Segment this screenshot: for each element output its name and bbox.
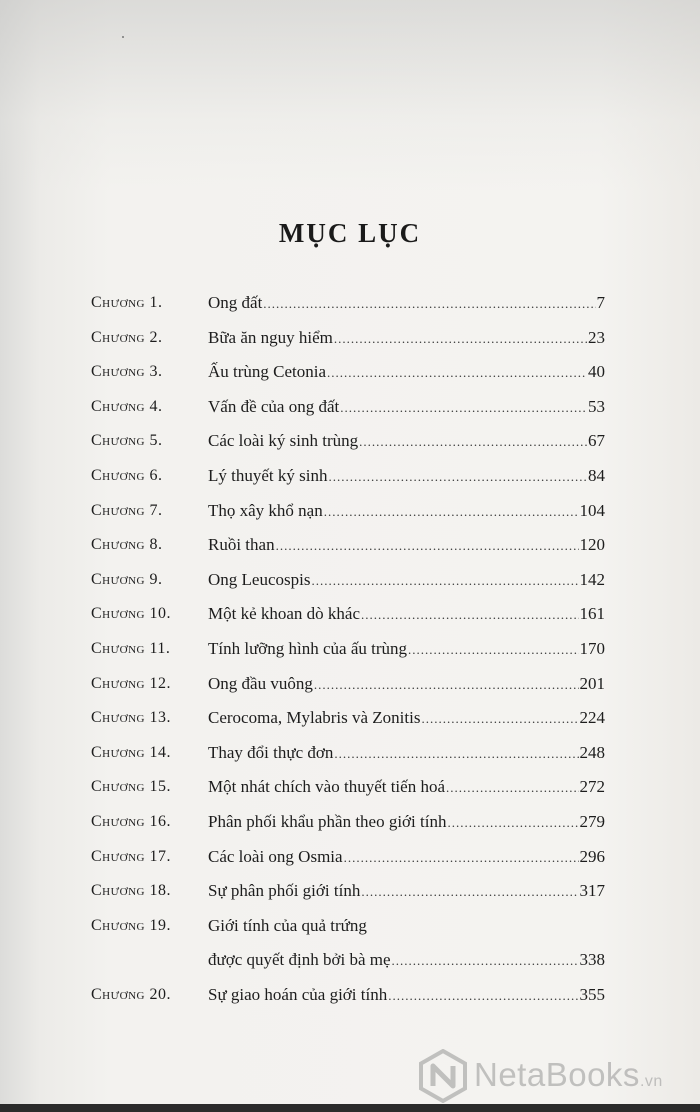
chapter-label: Chương 2. — [91, 328, 163, 346]
page-shadow — [0, 0, 700, 190]
toc-entry — [91, 909, 605, 978]
chapter-title: Ong Leucospis — [208, 569, 311, 589]
toc-entry — [91, 805, 605, 840]
chapter-label: Chương 3. — [91, 363, 163, 381]
dot-leader — [263, 287, 595, 322]
chapter-label: Chương 15. — [91, 778, 171, 796]
chapter-label: Chương 7. — [91, 501, 163, 519]
chapter-title: Ong đầu vuông — [208, 673, 313, 693]
netabooks-logo-icon — [418, 1049, 468, 1103]
dot-leader — [361, 598, 578, 633]
chapter-title: Thọ xây khổ nạn — [208, 500, 323, 520]
chapter-title: Lý thuyết ký sinh — [208, 465, 328, 485]
dot-leader — [324, 495, 579, 530]
page-number: 224 — [579, 708, 605, 728]
chapter-title: Vấn đề của ong đất — [208, 396, 340, 416]
watermark-text — [474, 1056, 663, 1094]
toc-entry — [91, 459, 605, 494]
dot-leader — [328, 460, 587, 495]
dot-leader — [392, 944, 579, 979]
page-number: 201 — [579, 673, 605, 693]
page-number: 53 — [588, 396, 605, 416]
watermark-brand: NetaBooks — [474, 1056, 640, 1093]
toc-entry — [91, 632, 605, 667]
watermark — [418, 1046, 700, 1106]
toc-entry — [91, 528, 605, 563]
chapter-title: Sự giao hoán của giới tính — [208, 984, 388, 1004]
dot-leader — [311, 564, 578, 599]
page-number: 279 — [579, 811, 605, 831]
chapter-title: Ấu trùng Cetonia — [208, 362, 327, 382]
page-number: 317 — [579, 881, 605, 901]
chapter-title: được quyết định bởi bà mẹ — [208, 950, 391, 970]
toc-entry — [91, 770, 605, 805]
entry-line — [208, 286, 605, 322]
chapter-label: Chương 19. — [91, 916, 171, 934]
dot-leader — [359, 425, 587, 460]
page-number: 23 — [588, 327, 605, 347]
chapter-title: Ruồi than — [208, 535, 275, 555]
page-title: MỤC LỤC — [278, 218, 422, 249]
chapter-title: Các loài ong Osmia — [208, 846, 343, 866]
chapter-label: Chương 20. — [91, 985, 171, 1003]
entry-line — [208, 770, 605, 806]
entry-line — [208, 355, 605, 391]
chapter-title: Tính lưỡng hình của ấu trùng — [208, 638, 408, 658]
chapter-label: Chương 1. — [91, 294, 163, 311]
page-number: 338 — [579, 950, 605, 970]
chapter-label: Chương 4. — [91, 397, 163, 415]
toc-entry — [91, 563, 605, 598]
toc-entry — [91, 736, 605, 771]
chapter-title: Giới tính của quả trứng — [208, 915, 367, 935]
chapter-label: Chương 13. — [91, 709, 171, 727]
entry-line — [208, 736, 605, 772]
toc-entry — [91, 874, 605, 909]
chapter-label: Chương 5. — [91, 432, 163, 450]
chapter-title: Các loài ký sinh trùng — [208, 431, 359, 451]
page-number: 40 — [588, 362, 605, 382]
toc-entry — [91, 424, 605, 459]
toc-entry — [91, 321, 605, 356]
chapter-label: Chương 10. — [91, 605, 171, 623]
page-number: 104 — [579, 500, 605, 520]
chapter-label: Chương 16. — [91, 812, 171, 830]
page-number: 142 — [579, 569, 605, 589]
entry-line — [208, 459, 605, 495]
entry-line — [208, 909, 605, 944]
page-number: 84 — [588, 465, 605, 485]
dot-leader — [276, 529, 579, 564]
page-number: 7 — [596, 293, 605, 312]
toc-entry — [91, 701, 605, 736]
dot-leader — [344, 841, 579, 876]
entry-line — [208, 390, 605, 426]
dot-leader — [327, 356, 587, 391]
toc-entry — [91, 597, 605, 632]
chapter-label: Chương 11. — [91, 639, 171, 657]
chapter-label: Chương 17. — [91, 847, 171, 865]
toc-entry — [91, 355, 605, 390]
page-number: 161 — [579, 604, 605, 624]
chapter-title: Sự phân phối giới tính — [208, 881, 361, 901]
page-number: 272 — [579, 777, 605, 797]
dot-leader — [446, 771, 579, 806]
entry-line — [208, 874, 605, 910]
chapter-title: Thay đổi thực đơn — [208, 742, 334, 762]
entry-line — [208, 840, 605, 876]
page-number: 296 — [579, 846, 605, 866]
entry-line — [208, 494, 605, 530]
dot-leader — [334, 737, 578, 772]
dot-leader — [334, 322, 587, 357]
chapter-title: Phân phối khẩu phần theo giới tính — [208, 811, 447, 831]
dot-leader — [340, 391, 587, 426]
chapter-label: Chương 12. — [91, 674, 171, 692]
chapter-title: Một kẻ khoan dò khác — [208, 604, 361, 624]
entry-line — [208, 701, 605, 737]
chapter-title: Bữa ăn nguy hiểm — [208, 327, 333, 347]
paper-speck — [122, 36, 124, 38]
page-number: 355 — [579, 984, 605, 1004]
entry-line — [208, 528, 605, 564]
chapter-label: Chương 6. — [91, 466, 163, 484]
entry-line — [208, 805, 605, 841]
dot-leader — [447, 806, 578, 841]
toc-entry — [91, 667, 605, 702]
chapter-label: Chương 18. — [91, 882, 171, 900]
chapter-label: Chương 14. — [91, 743, 171, 761]
toc-entry — [91, 390, 605, 425]
dot-leader — [361, 875, 578, 910]
entry-line — [208, 424, 605, 460]
page-number: 170 — [579, 638, 605, 658]
entry-line — [208, 667, 605, 703]
entry-line — [208, 321, 605, 357]
entry-line — [208, 597, 605, 633]
entry-line — [208, 978, 605, 1014]
toc-entry — [91, 494, 605, 529]
dot-leader — [408, 633, 578, 668]
chapter-label: Chương 8. — [91, 536, 163, 554]
watermark-suffix: .vn — [639, 1073, 663, 1090]
entry-line — [208, 943, 605, 979]
chapter-title: Cerocoma, Mylabris và Zonitis — [208, 708, 421, 728]
dot-leader — [421, 702, 578, 737]
table-of-contents — [91, 286, 605, 1012]
page-number: 67 — [588, 431, 605, 451]
page-number: 120 — [579, 535, 605, 555]
toc-entry — [91, 978, 605, 1013]
entry-line — [208, 632, 605, 668]
page-number: 248 — [579, 742, 605, 762]
toc-entry — [91, 840, 605, 875]
dot-leader — [388, 979, 578, 1014]
chapter-title: Một nhát chích vào thuyết tiến hoá — [208, 777, 445, 797]
toc-entry — [91, 286, 605, 321]
chapter-label: Chương 9. — [91, 570, 163, 588]
entry-line — [208, 563, 605, 599]
dot-leader — [314, 668, 579, 703]
chapter-title: Ong đất — [208, 293, 263, 312]
bottom-edge — [0, 1104, 700, 1112]
